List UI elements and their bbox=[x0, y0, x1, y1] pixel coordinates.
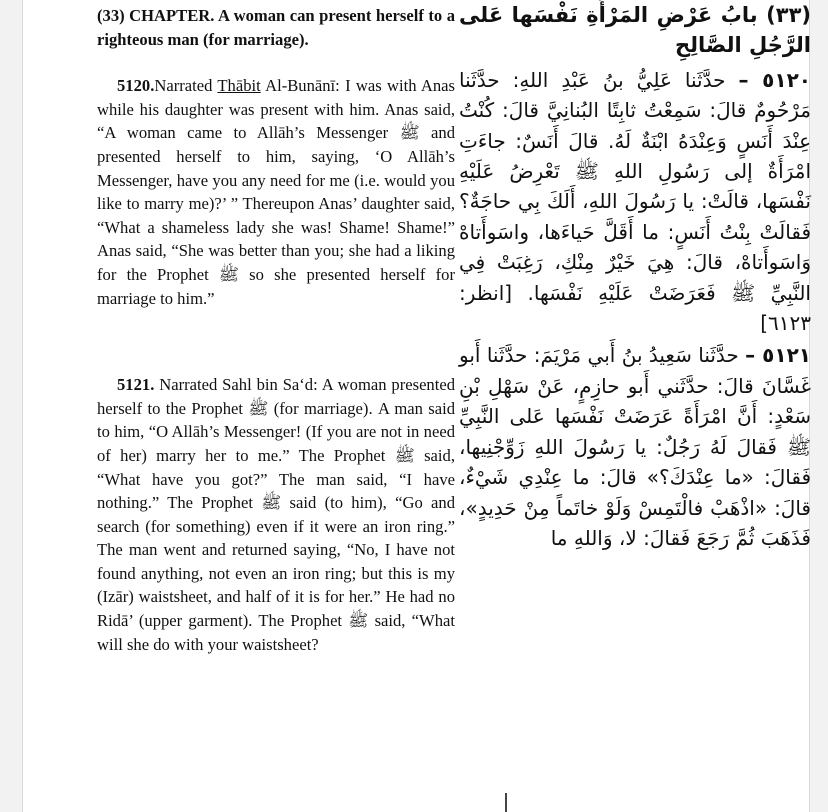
chapter-title-arabic: (٣٣) بابُ عَرْضِ المَرْأَةِ نَفْسَها عَلى الرَّجُلِ الصَّالِحِ bbox=[459, 3, 811, 58]
hadith-5120-text-arabic: حدَّثَنا عَلِيُّ بنُ عَبْدِ اللهِ: حدَّثَنا مَرْحُومٌ قالَ: سَمِعْتُ ثابِتًا البُنانِيَّ قالَ: كُنْتُ عِنْدَ أَنَسٍ وَعِنْدَهُ ابْنَةٌ لَهُ. قالَ أَنَسٌ: جاءَتِ امْرَأَةٌ إلى رَسُولِ اللهِ ﷺ تَعْرِضُ عَلَيْهِ نَفْسَها، قالَتْ: يا رَسُولَ اللهِ، أَلَكَ بِي حاجَةٌ؟ فَقالَتْ بِنْتُ أَنَسٍ: ما أَقَلَّ حَياءَها، واسَوأَتاهْ وَاسَوأَتاهْ، قالَ: هِيَ خَيْرٌ مِنْكِ، رَغِبَتْ فِي النَّبِيِّ ﷺ فَعَرَضَتْ عَلَيْهِ نَفْسَها. bbox=[459, 67, 811, 305]
hadith-5121-number-arabic: ٥١٢١ – bbox=[745, 343, 811, 368]
english-column bbox=[97, 4, 455, 656]
arabic-column bbox=[459, 0, 811, 553]
hadith-5120-english bbox=[97, 74, 455, 310]
hadith-5120-reference: [انظر: ٦١٢٣] bbox=[459, 280, 811, 336]
hadith-5120-arabic bbox=[459, 65, 811, 339]
hadith-5120-text: Al-Bunānī: I was with Anas while his daughter was present with him. Anas said, “A woman came to Allāh’s Messenger ﷺ and presented herself to him, saying, ‘O Allāh’s Messenger, have you any need for me (i.e. would you like to marry me)?’ ” Thereupon Anas’ daughter said, “What a shameless lady she was! Shame! Shame!” Anas said, “She was better than you; she had a liking for the Prophet ﷺ so she presented herself for marriage to him.” bbox=[97, 76, 455, 308]
hadith-5120-number: 5120. bbox=[117, 76, 155, 96]
hadith-5121-english bbox=[97, 373, 455, 656]
text-cursor-mark bbox=[505, 793, 507, 812]
hadith-5120-number-arabic: ٥١٢٠ – bbox=[738, 67, 811, 92]
hadith-5120-lead: Narrated bbox=[154, 76, 218, 96]
hadith-5121-arabic bbox=[459, 340, 811, 553]
hadith-5120-narrator: Thābit bbox=[217, 76, 261, 96]
hadith-5121-text-arabic: حدَّثَنا سَعِيدُ بنُ أَبي مَرْيَمَ: حدَّثَنا أَبو غَسَّانَ قالَ: حدَّثَني أَبو حازِمٍ، عَنْ سَهْلِ بْنِ سَعْدٍ: أَنَّ امْرَأَةً عَرَضَتْ نَفْسَها عَلى النَّبِيِّ ﷺ فَقالَ لَهُ رَجُلٌ: يا رَسُولَ اللهِ زَوِّجْنِيها، فَقالَ: «ما عِنْدَكَ؟» قالَ: ما عِنْدِي شَيْءٌ، قالَ: «اذْهَبْ فالْتَمِسْ وَلَوْ خاتَماً مِنْ حَدِيدٍ»، فَذَهَبَ ثُمَّ رَجَعَ فَقالَ: لا، وَاللهِ ما bbox=[459, 343, 811, 550]
chapter-title-english: (33) CHAPTER. A woman can present herself to a righteous man (for marriage). bbox=[97, 6, 455, 49]
hadith-5121-text: Narrated Sahl bin Sa‘d: A woman presented herself to the Prophet ﷺ (for marriage). A man said to him, “O Allāh’s Messenger! (If you are not in need of her) marry her to me.” The Prophet ﷺ said, “What have you got?” The man said, “I have nothing.” The Prophet ﷺ said (to him), “Go and search (for something) even if it were an iron ring.” The man went and returned saying, “No, I have not found anything, not even an iron ring; but this is my (Izār) waistsheet, and half of it is for her.” He had no Ridā’ (upper garment). The Prophet ﷺ said, “What will she do with your waistsheet? bbox=[97, 375, 455, 654]
book-page bbox=[22, 0, 810, 812]
hadith-5121-number: 5121. bbox=[117, 375, 155, 395]
